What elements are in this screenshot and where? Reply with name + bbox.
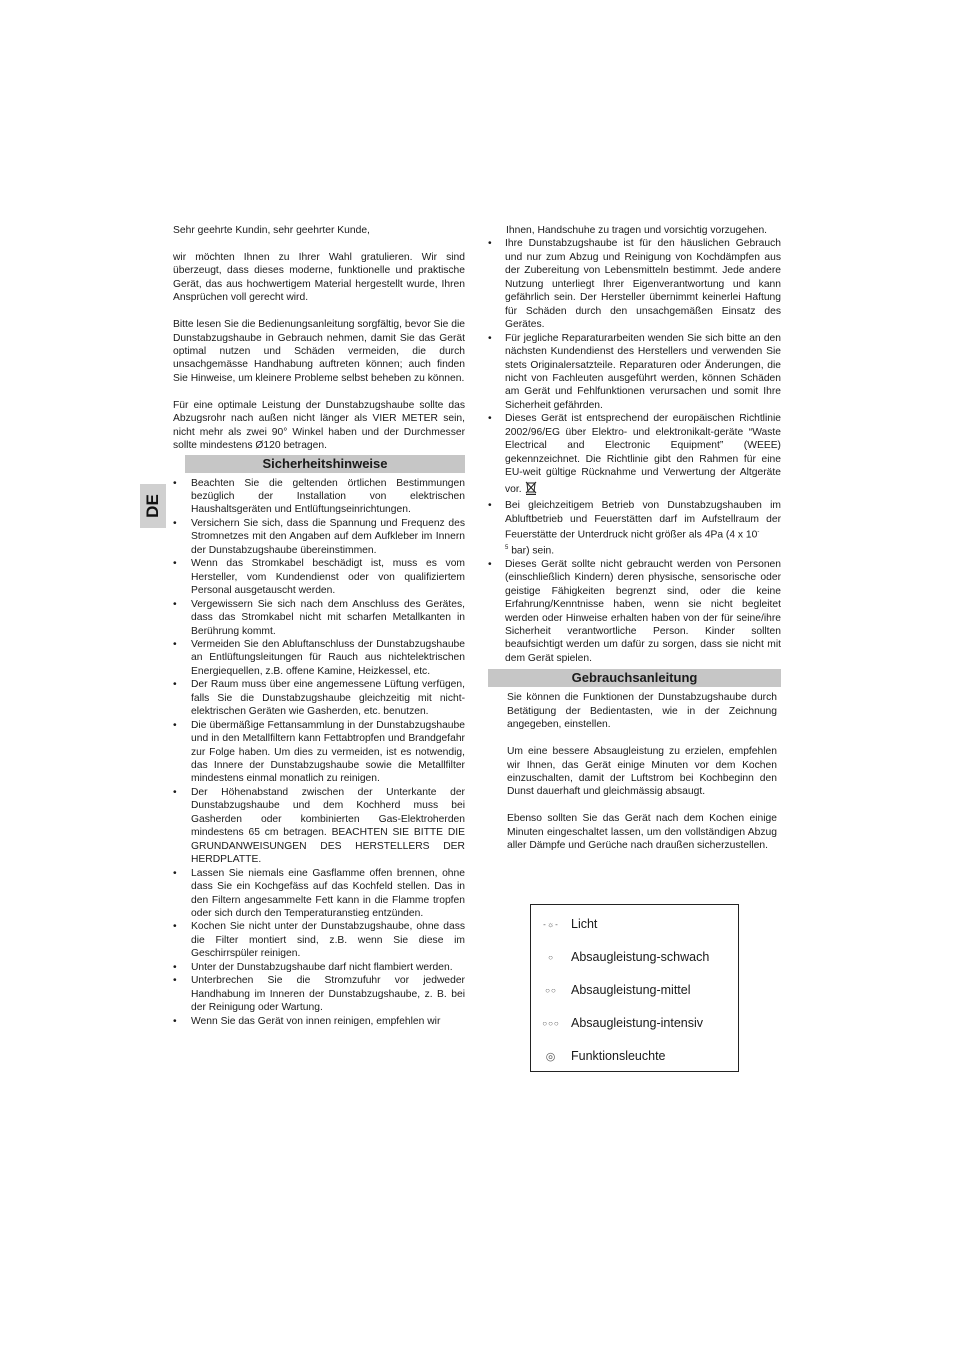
safety-heading: Sicherheitshinweise [185,455,465,473]
weee-text: Dieses Gerät ist entsprechend der europäischen Richtlinie 2002/96/EG über Elektro- und elektronikalt-geräte “Waste Electrical and Electronic Equipment” (WEEE) gekennzeichnet. Die Richtlinie gibt den Rahmen für eine EU-weit gültige Rücknahme und Verwertung der Altgeräte vor. [505,413,781,495]
legend-row-speed-low [531,947,738,967]
list-item: • Wenn das Stromkabel beschädigt ist, muss es vom Hersteller, vom Kundendienst oder von qualifiziertem Personal ausgetauscht werden. [173,557,465,597]
list-item: • Der Raum muss über eine angemessene Lüftung verfügen, falls Sie die Dunstabzugshaube gleichzeitig mit nicht-elektrischen Geräten wie Gasherden, etc. benutzen. [173,678,465,718]
legend-row-speed-medium [531,980,738,1000]
light-icon: -☼- [543,919,559,929]
legend-row-indicator [531,1046,738,1066]
usage-section [488,691,781,852]
usage-paragraph: Um eine bessere Absaugleistung zu erzielen, empfehlen wir Ihnen, das Gerät einige Minuten vor dem Kochen einzuschalten, damit der Luftstrom bei Kochbeginn den Dunst dauerhaft und gleichmässig absaugt. [507,746,777,798]
legend-label: Licht [571,917,598,931]
list-item: • Vermeiden Sie den Abluftanschluss der Dunstabzugshaube an Entlüftungsleitungen für Rauch aus nichtelektrischen Energiequellen, z.B. offene Kamine, Heizkessel, etc. [173,638,465,678]
control-legend [530,904,739,1072]
speed-medium-icon: ○○ [545,985,557,995]
pressure-exponent: 5 [505,544,509,551]
legend-label: Absaugleistung-schwach [571,950,710,964]
intro-paragraph: wir möchten Ihnen zu Ihrer Wahl gratulieren. Wir sind überzeugt, dass dieses moderne, funktionelle und praktische Gerät, das aus hochwertigem Material hergestellt wurde, Ihren Ansprüchen voll gerecht wird. [173,251,465,304]
list-item: • Der Höhenabstand zwischen der Unterkante der Dunstabzugshaube und dem Kochherd muss bei Gasherden oder kombinierten Gas-Elektroherden mindestens 65 cm betragen. BEACHTEN SIE BITTE DIE GRUNDANWEISUNGEN DES HERSTELLERS DER HERDPLATTE. [173,786,465,867]
list-item: • Für jegliche Reparaturarbeiten wenden Sie sich bitte an den nächsten Kundendienst des Herstellers und verwenden Sie stets Originalersatzteile. Reparaturen oder Änderungen, die nicht von Fachleuten ausgeführt werden, können Schäden am Gerät und Fehlfunktionen verursachen und somit Ihre Sicherheit gefährden. [488,332,781,413]
pressure-text: Bei gleichzeitigem Betrieb von Dunstabzugshauben im Abluftbetrieb und Feuerstätten darf im Aufstellraum der Feuerstätte der Unterdruck nicht größer als 4Pa (4 x 10 [505,500,781,541]
list-item: • Vergewissern Sie sich nach dem Anschluss des Gerätes, dass das Stromkabel nicht mit scharfen Metallkanten in Berührung kommt. [173,598,465,638]
language-tab-label: DE [143,494,162,518]
list-item: • Wenn Sie das Gerät von innen reinigen, empfehlen wir [173,1015,465,1028]
list-item-pressure [488,499,781,558]
safety-list [173,477,465,1029]
weee-bin-icon [525,480,537,499]
usage-paragraph: Sie können die Funktionen der Dunstabzugshaube durch Betätigung der Bedientasten, wie in der Zeichnung angegeben, einstellen. [507,692,777,731]
legend-row-light [531,914,738,934]
indicator-light-icon: ◎ [545,1050,557,1063]
continuation-text: Ihnen, Handschuhe zu tragen und vorsichtig vorzugehen. [506,225,768,236]
list-item: • Unter der Dunstabzugshaube darf nicht flambiert werden. [173,961,465,974]
duct-paragraph: Für eine optimale Leistung der Dunstabzugshaube sollte das Abzugsrohr nach außen nicht länger als VIER METER sein, nicht mehr als zwei 90° Winkel haben und der Durchmesser sollte mindestens Ø120 betragen. [173,399,465,452]
safety-list-continued [488,237,781,665]
list-item-weee [488,412,781,499]
speed-high-icon: ○○○ [542,1018,560,1028]
manual-paragraph: Bitte lesen Sie die Bedienungsanleitung sorgfältig, bevor Sie die Dunstabzugshaube in Gebrauch nehmen, damit Sie das Gerät optimal nutzen und Schäden vermeiden, die durch unsachgemässe Handhabung auftreten können; auch finden Sie Hinweise, um kleinere Probleme selbst beheben zu können. [173,319,465,384]
speed-low-icon: ○ [548,952,554,962]
list-item: • Die übermäßige Fettansammlung in der Dunstabzugshaube und in den Metallfiltern kann Fettabtropfen und Brandgefahr zur Folge haben. Um dies zu vermeiden, ist es notwendig, das Innere der Dunstabzugshaube sowie die Metallfilter mindestens einmal monatlich zu reinigen. [173,719,465,786]
language-tab [140,484,166,528]
legend-label: Absaugleistung-intensiv [571,1016,704,1030]
usage-paragraph: Ebenso sollten Sie das Gerät nach dem Kochen einige Minuten eingeschaltet lassen, um den vollständigen Abzug aller Dämpfe und Gerüche nach draußen sicherzustellen. [507,813,777,852]
list-item: • Unterbrechen Sie die Stromzufuhr vor jedweder Handhabung im Inneren der Dunstabzugshaube, z. B. bei der Reinigung oder Wartung. [173,974,465,1014]
usage-heading: Gebrauchsanleitung [488,669,781,687]
list-item: • Lassen Sie niemals eine Gasflamme offen brennen, ohne dass Sie ein Kochgefäss auf das Kochfeld stellen. Das in den Filtern angesammelte Fett kann in die Flamme tropfen oder sich durch den Temperaturanstieg entzünden. [173,867,465,921]
greeting: Sehr geehrte Kundin, sehr geehrter Kunde, [173,225,370,236]
legend-label: Absaugleistung-mittel [571,983,691,997]
list-item: • Dieses Gerät sollte nicht gebraucht werden von Personen (einschließlich Kindern) deren physische, sensorische oder geistige Fähigkeiten begrenzt sind, oder die keine Erfahrung/Kenntnisse haben, wenn sie nicht begleitet werden oder Hinweise erhalten haben von der für seine/ihre Sicherheit verantwortliche Person. Kinder sollten beaufsichtigt werden um dafür zu sorgen, dass sie nicht mit dem Gerät spielen. [488,558,781,666]
legend-label: Funktionsleuchte [571,1049,666,1063]
pressure-text-end: bar) sein. [508,545,555,557]
pressure-exponent-sign: - [757,528,760,535]
right-column [488,224,781,853]
list-item: • Versichern Sie sich, dass die Spannung und Frequenz des Stromnetzes mit den Angaben auf dem Aufkleber im Innern der Dunstabzugshaube übereinstimmen. [173,517,465,557]
list-item: • Beachten Sie die geltenden örtlichen Bestimmungen bezüglich der Installation von elektrischen Haushaltsgeräten und Entlüftungseinrichtungen. [173,477,465,517]
list-item: • Ihre Dunstabzugshaube ist für den häuslichen Gebrauch und nur zum Abzug und Reinigung von Kochdämpfen aus der Zubereitung von Lebensmitteln bestimmt. Jede andere Nutzung unterliegt Ihrer Eigenverantwortung und kann gefährlich sein. Der Hersteller übernimmt keinerlei Haftung für Schäden durch den unsachgemäßen Einsatz des Gerätes. [488,237,781,331]
legend-row-speed-high [531,1013,738,1033]
list-item: • Kochen Sie nicht unter der Dunstabzugshaube, ohne dass die Filter montiert sind, z.B. wenn Sie diese im Geschirrspüler reinigen. [173,920,465,960]
left-column [173,224,465,1028]
